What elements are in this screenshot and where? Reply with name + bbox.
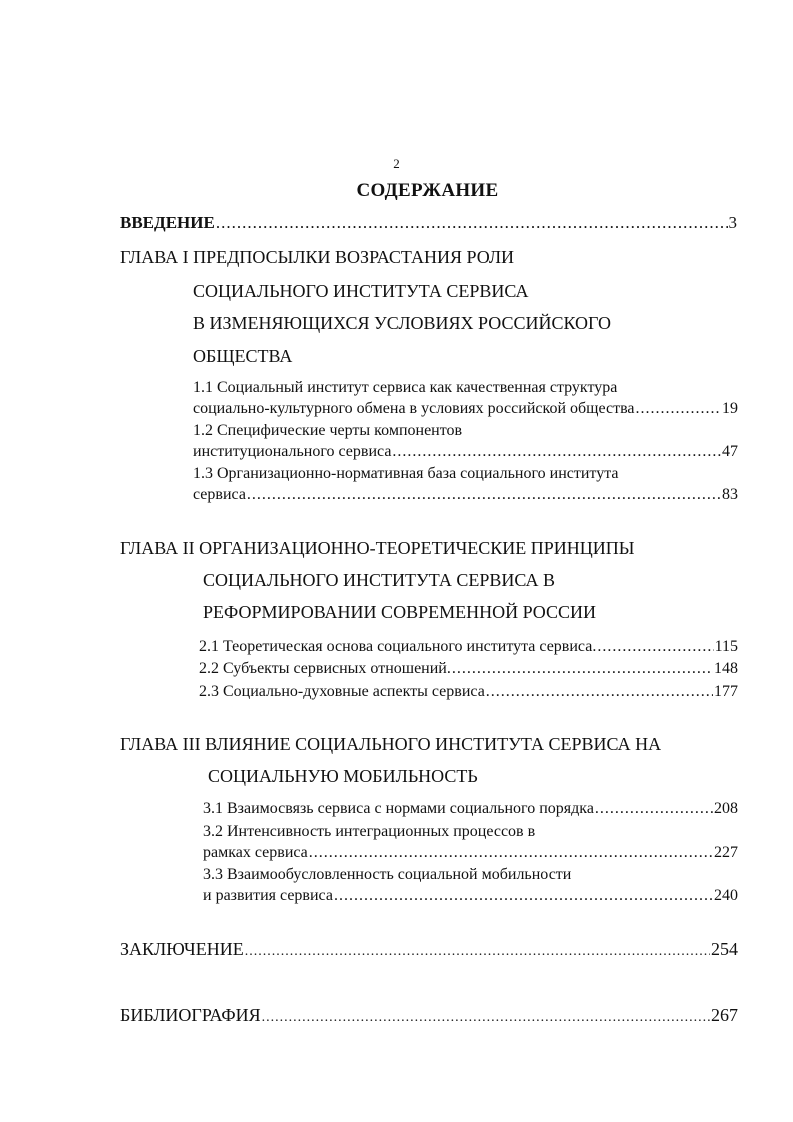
toc-section-3-2[interactable] [203, 821, 738, 863]
page-title: СОДЕРЖАНИЕ [356, 180, 499, 201]
toc-entry-conclusion[interactable] [120, 939, 738, 962]
toc-entry-label: БИБЛИОГРАФИЯ [120, 1005, 261, 1025]
dot-leader [334, 885, 713, 906]
toc-section-1-2[interactable] [193, 420, 738, 462]
page-number: 2 [393, 156, 400, 171]
dot-leader [262, 1008, 710, 1028]
toc-section-2-2[interactable] [199, 658, 738, 679]
chapter-3-heading-line-2: СОЦИАЛЬНУЮ МОБИЛЬНОСТЬ [208, 766, 478, 786]
chapter-2-heading-line-3: РЕФОРМИРОВАНИИ СОВРЕМЕННОЙ РОССИИ [203, 602, 597, 622]
toc-page-number: 3 [728, 213, 737, 232]
toc-section-2-3[interactable] [199, 681, 738, 702]
chapter-2-heading[interactable]: ГЛАВА II ОРГАНИЗАЦИОННО-ТЕОРЕТИЧЕСКИЕ ПРИНЦИПЫ [120, 538, 635, 558]
dot-leader [595, 798, 713, 819]
toc-page-number: 177 [714, 683, 738, 700]
section-title: 1.2 Специфические черты компонентов [193, 422, 463, 439]
toc-page-number: 227 [714, 844, 738, 861]
section-title: 1.3 Организационно-нормативная база социального института [193, 465, 619, 482]
chapter-1-heading-line-2: СОЦИАЛЬНОГО ИНСТИТУТА СЕРВИСА [193, 281, 529, 301]
toc-page-number: 240 [714, 887, 738, 904]
toc-entry-bibliography[interactable] [120, 1005, 738, 1028]
section-title-cont: социально-культурного обмена в условиях российской общества [193, 400, 635, 417]
toc-entry-label: ЗАКЛЮЧЕНИЕ [120, 939, 244, 959]
toc-page-number: 47 [722, 443, 738, 460]
toc-section-1-1[interactable] [193, 377, 738, 419]
section-title: 1.1 Социальный институт сервиса как качественная структура [193, 379, 618, 396]
section-title-cont: институционального сервиса [193, 443, 392, 460]
section-title-cont: рамках сервиса [203, 844, 308, 861]
section-title: 3.3 Взаимообусловленность социальной мобильности [203, 866, 572, 883]
toc-page-number: 148 [714, 660, 738, 677]
toc-page-number: 115 [714, 638, 738, 655]
toc-section-2-1[interactable] [199, 636, 738, 657]
section-title: 2.3 Социально-духовные аспекты сервиса [199, 683, 485, 700]
dot-leader [247, 484, 721, 505]
section-title-cont: сервиса [193, 486, 246, 503]
toc-page-number: 83 [722, 486, 738, 503]
dot-leader [245, 942, 710, 962]
section-title: 2.1 Теоретическая основа социального института сервиса. [199, 638, 597, 655]
toc-page-number: 208 [714, 800, 738, 817]
toc-entry-label: ВВЕДЕНИЕ [120, 213, 215, 232]
dot-leader [216, 213, 728, 233]
dot-leader [392, 441, 721, 462]
section-title: 3.1 Взаимосвязь сервиса с нормами социального порядка [203, 800, 594, 817]
toc-entry-introduction[interactable] [120, 213, 737, 233]
dot-leader [597, 636, 713, 657]
toc-page-number: 254 [711, 939, 738, 959]
chapter-1-heading-line-4: ОБЩЕСТВА [193, 346, 293, 366]
toc-page-number: 267 [711, 1005, 738, 1025]
chapter-1-heading[interactable]: ГЛАВА I ПРЕДПОСЫЛКИ ВОЗРАСТАНИЯ РОЛИ [120, 247, 515, 267]
chapter-2-heading-line-2: СОЦИАЛЬНОГО ИНСТИТУТА СЕРВИСА В [203, 570, 555, 590]
dot-leader [636, 398, 721, 419]
section-title: 3.2 Интенсивность интеграционных процессов в [203, 823, 536, 840]
toc-section-1-3[interactable] [193, 463, 738, 505]
toc-section-3-3[interactable] [203, 864, 738, 906]
dot-leader [452, 658, 713, 679]
dot-leader [486, 681, 713, 702]
section-title: 2.2 Субъекты сервисных отношений. [199, 660, 451, 677]
dot-leader [309, 842, 713, 863]
chapter-1-heading-line-3: В ИЗМЕНЯЮЩИХСЯ УСЛОВИЯХ РОССИЙСКОГО [193, 313, 612, 333]
section-title-cont: и развития сервиса [203, 887, 333, 904]
toc-section-3-1[interactable] [203, 798, 738, 819]
chapter-3-heading[interactable]: ГЛАВА III ВЛИЯНИЕ СОЦИАЛЬНОГО ИНСТИТУТА СЕРВИСА НА [120, 734, 662, 754]
toc-page-number: 19 [722, 400, 738, 417]
